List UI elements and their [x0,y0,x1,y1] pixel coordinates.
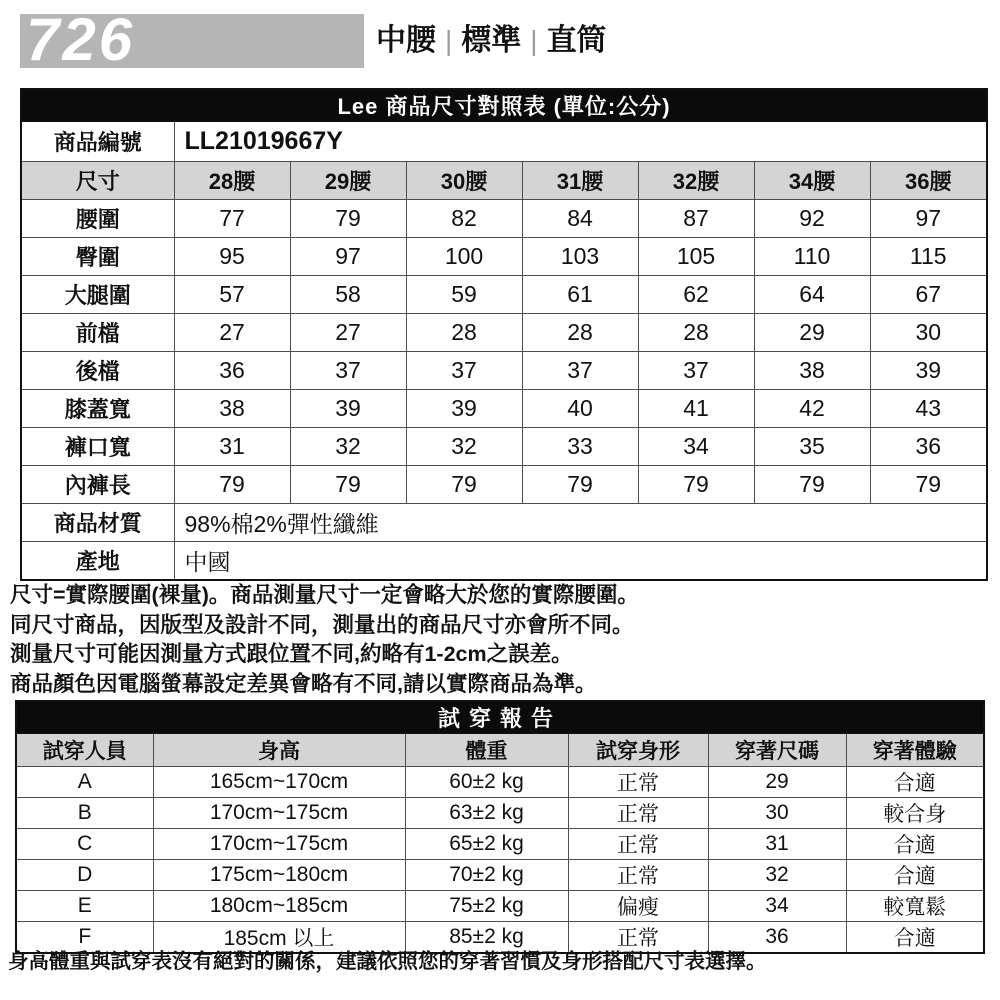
measurement-value-6-3: 33 [522,428,638,466]
measurement-value-0-6: 97 [870,200,987,238]
fit-header-5: 穿著體驗 [846,734,984,767]
fit-style-labels [376,23,607,59]
fit-cell-0-1: 165cm~170cm [153,767,405,798]
measurement-value-1-4: 105 [638,238,754,276]
fit-cell-1-2: 63±2 kg [405,798,568,829]
measurement-value-3-3: 28 [522,314,638,352]
fit-cell-4-2: 75±2 kg [405,891,568,922]
sizing-note-0: 尺寸=實際腰圍(裸量)。商品測量尺寸一定會略大於您的實際腰圍。 [10,583,639,607]
measurement-row-2 [21,276,987,314]
size-table-title-row [21,89,987,122]
fit-cell-0-0: A [16,767,153,798]
measurement-label-5: 膝蓋寬 [21,390,174,428]
fit-cell-0-4: 29 [708,767,846,798]
measurement-label-4: 後檔 [21,352,174,390]
fit-label-separator: | [530,25,538,56]
sizing-note-2: 測量尺寸可能因測量方式跟位置不同,約略有1-2cm之誤差。 [10,642,573,666]
fit-cell-4-5: 較寬鬆 [846,891,984,922]
origin-row [21,542,987,581]
measurement-label-0: 腰圍 [21,200,174,238]
measurement-value-1-2: 100 [406,238,522,276]
measurement-value-0-0: 77 [174,200,290,238]
measurement-row-7 [21,466,987,504]
size-header-label: 尺寸 [21,162,174,200]
fit-cell-4-1: 180cm~185cm [153,891,405,922]
measurement-value-4-1: 37 [290,352,406,390]
measurement-value-5-0: 38 [174,390,290,428]
measurement-value-3-4: 28 [638,314,754,352]
fit-report-table [15,700,985,954]
measurement-value-2-3: 61 [522,276,638,314]
measurement-value-7-0: 79 [174,466,290,504]
size-header-3: 31腰 [522,162,638,200]
measurement-value-3-1: 27 [290,314,406,352]
fit-cell-1-4: 30 [708,798,846,829]
fit-cell-5-0: F [16,922,153,954]
measurement-value-1-6: 115 [870,238,987,276]
measurement-value-4-2: 37 [406,352,522,390]
origin-value: 中國 [174,542,987,581]
fit-report-row-E [16,891,984,922]
measurement-value-0-1: 79 [290,200,406,238]
measurement-value-6-0: 31 [174,428,290,466]
measurement-value-4-3: 37 [522,352,638,390]
fit-cell-0-2: 60±2 kg [405,767,568,798]
measurement-value-5-3: 40 [522,390,638,428]
sizing-note-3: 商品顏色因電腦螢幕設定差異會略有不同,請以實際商品為準。 [10,671,597,696]
fit-cell-1-1: 170cm~175cm [153,798,405,829]
measurement-value-6-1: 32 [290,428,406,466]
measurement-value-2-4: 62 [638,276,754,314]
fit-cell-1-0: B [16,798,153,829]
measurement-value-5-4: 41 [638,390,754,428]
fit-report-title: 試穿報告 [16,701,984,734]
fit-report-footnote: 身高體重與試穿表沒有絕對的關係，建議依照您的穿著習慣及身形搭配尺寸表選擇。 [8,950,767,973]
fit-report-row-B [16,798,984,829]
fit-cell-2-1: 170cm~175cm [153,829,405,860]
material-value: 98%棉2%彈性纖維 [174,504,987,542]
fit-cell-2-4: 31 [708,829,846,860]
measurement-label-7: 內褲長 [21,466,174,504]
measurement-value-6-5: 35 [754,428,870,466]
size-header-4: 32腰 [638,162,754,200]
measurement-label-2: 大腿圍 [21,276,174,314]
measurement-value-7-3: 79 [522,466,638,504]
origin-label: 產地 [21,542,174,581]
fit-cell-1-3: 正常 [568,798,708,829]
measurement-value-3-5: 29 [754,314,870,352]
fit-cell-4-3: 偏瘦 [568,891,708,922]
measurement-value-1-3: 103 [522,238,638,276]
fit-cell-5-3: 正常 [568,922,708,954]
fit-label-0: 中腰 [376,24,436,57]
measurement-value-4-4: 37 [638,352,754,390]
fit-cell-0-3: 正常 [568,767,708,798]
measurement-row-6 [21,428,987,466]
fit-cell-5-4: 36 [708,922,846,954]
size-header-row [21,162,987,200]
measurement-value-5-2: 39 [406,390,522,428]
measurement-value-4-5: 38 [754,352,870,390]
measurement-value-1-0: 95 [174,238,290,276]
size-header-6: 36腰 [870,162,987,200]
fit-cell-3-3: 正常 [568,860,708,891]
measurement-value-3-6: 30 [870,314,987,352]
size-chart-table [20,88,988,581]
sizing-note-1: 同尺寸商品，因版型及設計不同，測量出的商品尺寸亦會所不同。 [10,612,634,637]
fit-label-2: 直筒 [546,24,607,57]
fit-cell-3-0: D [16,860,153,891]
material-row [21,504,987,542]
fit-report-row-A [16,767,984,798]
fit-header-1: 身高 [153,734,405,767]
product-code-value: LL21019667Y [174,122,987,162]
measurement-label-3: 前檔 [21,314,174,352]
measurement-value-0-4: 87 [638,200,754,238]
measurement-row-1 [21,238,987,276]
series-number: 726 [26,6,136,73]
sizing-notes [10,581,639,699]
fit-header-4: 穿著尺碼 [708,734,846,767]
measurement-value-0-2: 82 [406,200,522,238]
size-header-0: 28腰 [174,162,290,200]
size-header-1: 29腰 [290,162,406,200]
measurement-label-1: 臀圍 [21,238,174,276]
measurement-value-2-1: 58 [290,276,406,314]
measurement-value-2-2: 59 [406,276,522,314]
measurement-value-1-1: 97 [290,238,406,276]
measurement-value-3-2: 28 [406,314,522,352]
fit-header-3: 試穿身形 [568,734,708,767]
measurement-value-0-5: 92 [754,200,870,238]
measurement-value-6-6: 36 [870,428,987,466]
fit-label-1: 標準 [461,24,522,57]
fit-cell-3-1: 175cm~180cm [153,860,405,891]
fit-cell-4-0: E [16,891,153,922]
fit-cell-3-4: 32 [708,860,846,891]
measurement-value-2-0: 57 [174,276,290,314]
measurement-value-2-6: 67 [870,276,987,314]
measurement-value-0-3: 84 [522,200,638,238]
fit-cell-2-0: C [16,829,153,860]
size-header-5: 34腰 [754,162,870,200]
fit-cell-5-1: 185cm 以上 [153,922,405,954]
measurement-value-4-6: 39 [870,352,987,390]
measurement-value-7-6: 79 [870,466,987,504]
measurement-value-4-0: 36 [174,352,290,390]
fit-report-header-row [16,734,984,767]
fit-cell-2-2: 65±2 kg [405,829,568,860]
fit-cell-4-4: 34 [708,891,846,922]
measurement-value-5-6: 43 [870,390,987,428]
material-label: 商品材質 [21,504,174,542]
product-code-label: 商品編號 [21,122,174,162]
measurement-row-5 [21,390,987,428]
fit-report-row-D [16,860,984,891]
measurement-value-1-5: 110 [754,238,870,276]
fit-report-row-C [16,829,984,860]
fit-cell-5-5: 合適 [846,922,984,954]
measurement-label-6: 褲口寬 [21,428,174,466]
fit-cell-0-5: 合適 [846,767,984,798]
fit-report-title-row [16,701,984,734]
fit-cell-5-2: 85±2 kg [405,922,568,954]
measurement-value-6-2: 32 [406,428,522,466]
measurement-value-6-4: 34 [638,428,754,466]
measurement-value-7-2: 79 [406,466,522,504]
fit-label-separator: | [445,25,453,56]
measurement-value-7-4: 79 [638,466,754,504]
product-code-row [21,122,987,162]
measurement-value-5-5: 42 [754,390,870,428]
fit-cell-2-5: 合適 [846,829,984,860]
measurement-value-2-5: 64 [754,276,870,314]
measurement-row-4 [21,352,987,390]
size-table-title: Lee 商品尺寸對照表 (單位:公分) [21,89,987,122]
measurement-value-7-5: 79 [754,466,870,504]
measurement-value-3-0: 27 [174,314,290,352]
fit-header-2: 體重 [405,734,568,767]
fit-cell-3-5: 合適 [846,860,984,891]
fit-cell-2-3: 正常 [568,829,708,860]
size-header-2: 30腰 [406,162,522,200]
measurement-value-5-1: 39 [290,390,406,428]
fit-cell-3-2: 70±2 kg [405,860,568,891]
fit-cell-1-5: 較合身 [846,798,984,829]
measurement-value-7-1: 79 [290,466,406,504]
fit-header-0: 試穿人員 [16,734,153,767]
measurement-row-0 [21,200,987,238]
series-number-banner [20,6,364,73]
measurement-row-3 [21,314,987,352]
